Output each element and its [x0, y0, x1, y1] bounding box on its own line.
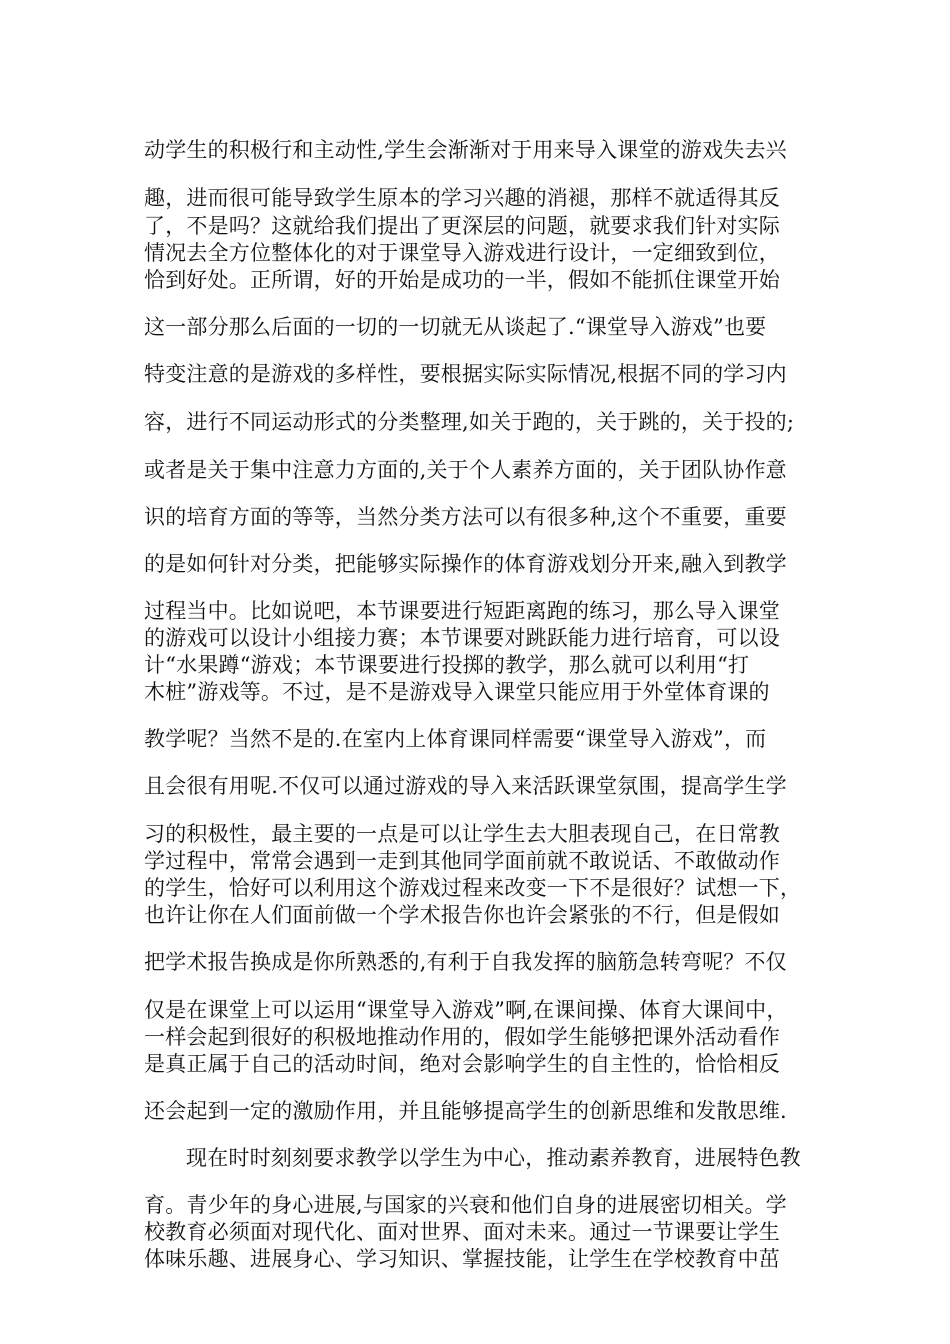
text-line: 动学生的积极行和主动性,学生会渐渐对于用来导入课堂的游戏失去兴 — [144, 138, 787, 162]
text-line: 特变注意的是游戏的多样性，要根据实际实际情况,根据不同的学习内 — [144, 362, 787, 386]
text-line: 也许让你在人们面前做一个学术报告你也许会紧张的不行，但是假如 — [144, 903, 780, 927]
text-line: 了，不是吗？这就给我们提出了更深层的问题，就要求我们针对实际 — [144, 214, 780, 238]
text-line: 过程当中。比如说吧，本节课要进行短距离跑的练习，那么导入课堂 — [144, 599, 780, 623]
text-line: 教学呢？当然不是的.在室内上体育课同样需要“课堂导入游戏”，而 — [144, 727, 767, 751]
text-line: 习的积极性，最主要的一点是可以让学生去大胆表现自己，在日常教 — [144, 822, 780, 846]
text-line: 学过程中，常常会遇到一走到其他同学面前就不敢说话、不敢做动作 — [144, 849, 780, 873]
text-line: 或者是关于集中注意力方面的,关于个人素养方面的，关于团队协作意 — [144, 458, 787, 482]
text-line: 的学生，恰好可以利用这个游戏过程来改变一下不是很好？试想一下， — [144, 876, 802, 900]
text-line: 这一部分那么后面的一切的一切就无从谈起了.“课堂导入游戏”也要 — [144, 315, 767, 339]
text-line: 恰到好处。正所谓，好的开始是成功的一半，假如不能抓住课堂开始 — [144, 268, 780, 292]
text-line: 还会起到一定的激励作用，并且能够提高学生的创新思维和发散思维. — [144, 1099, 787, 1123]
text-line: 计“水果蹲“游戏；本节课要进行投掷的教学，那么就可以利用“打 — [144, 653, 750, 677]
text-line: 一样会起到很好的积极地推动作用的，假如学生能够把课外活动看作 — [144, 1025, 780, 1049]
text-line: 仅是在课堂上可以运用“课堂导入游戏”啊,在课间操、体育大课间中， — [144, 998, 788, 1022]
text-line: 的是如何针对分类，把能够实际操作的体育游戏划分开来,融入到教学 — [144, 552, 787, 576]
text-line: 是真正属于自己的活动时间，绝对会影响学生的自主性的，恰恰相反 — [144, 1052, 780, 1076]
text-line: 校教育必须面对现代化、面对世界、面对未来。通过一节课要让学生 — [144, 1220, 780, 1244]
text-line: 体味乐趣、进展身心、学习知识、掌握技能，让学生在学校教育中茁 — [144, 1247, 780, 1271]
text-line: 趣，进而很可能导致学生原本的学习兴趣的消褪，那样不就适得其反 — [144, 186, 780, 210]
text-line: 情况去全方位整体化的对于课堂导入游戏进行设计，一定细致到位， — [144, 241, 780, 265]
text-line: 的游戏可以设计小组接力赛；本节课要对跳跃能力进行培育，可以设 — [144, 626, 780, 650]
text-line: 识的培育方面的等等，当然分类方法可以有很多种,这个不重要，重要 — [144, 505, 787, 529]
text-line: 育。青少年的身心进展,与国家的兴衰和他们自身的进展密切相关。学 — [144, 1193, 787, 1217]
text-line: 把学术报告换成是你所熟悉的,有利于自我发挥的脑筋急转弯呢？不仅 — [144, 950, 787, 974]
paragraph-first-line: 现在时时刻刻要求教学以学生为中心，推动素养教育，进展特色教 — [186, 1146, 801, 1170]
text-line: 容，进行不同运动形式的分类整理,如关于跑的，关于跳的，关于投的; — [144, 410, 795, 434]
text-line: 木桩”游戏等。不过，是不是游戏导入课堂只能应用于外堂体育课的 — [144, 680, 770, 704]
text-line: 且会很有用呢.不仅可以通过游戏的导入来活跃课堂氛围，提高学生学 — [144, 774, 787, 798]
